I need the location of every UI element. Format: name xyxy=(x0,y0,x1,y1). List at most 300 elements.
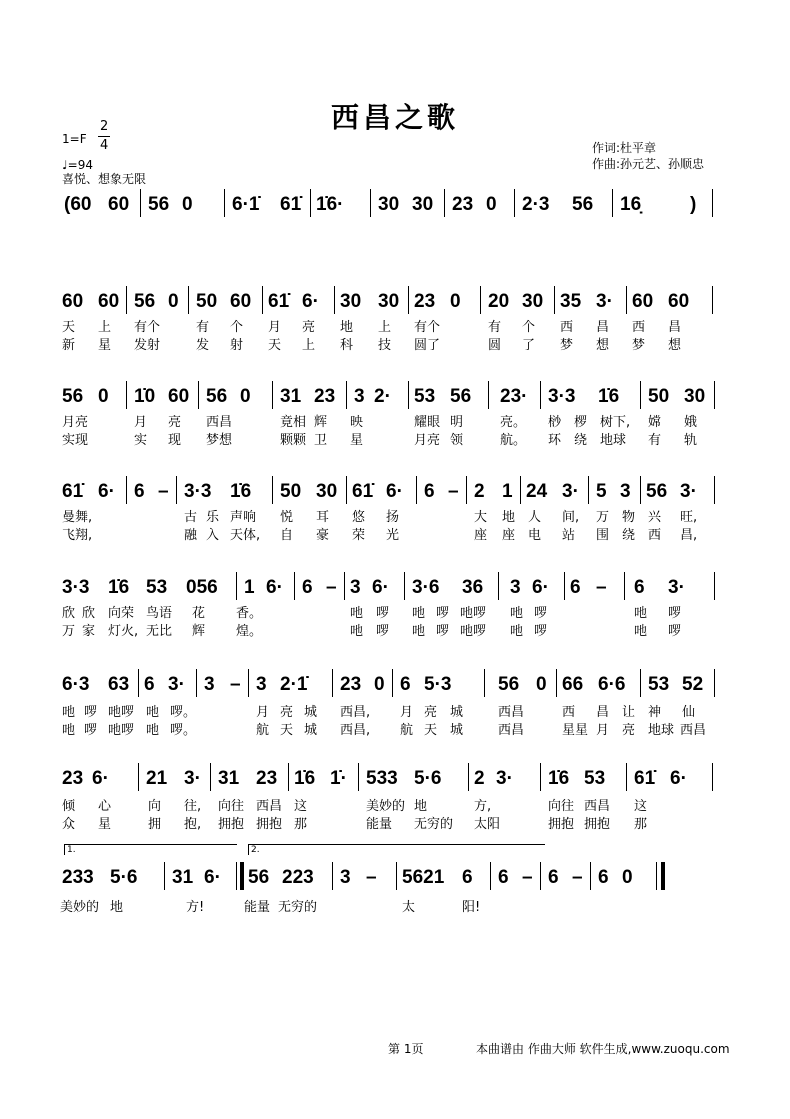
lyric: 地 xyxy=(502,510,516,525)
lyrics-verse-2 xyxy=(0,817,790,835)
lyric: 月 xyxy=(400,705,414,720)
note: 60 xyxy=(98,291,120,312)
composer-credit: 作曲:孙元艺、孙顺忠 xyxy=(592,157,705,171)
lyric: 物 xyxy=(622,510,636,525)
lyric: 吔啰 xyxy=(460,606,487,621)
lyric: 拥抱 xyxy=(584,817,611,832)
note: 60 xyxy=(230,291,252,312)
lyric: 灯火, xyxy=(108,624,139,639)
note: – xyxy=(366,867,377,888)
note: 5·3 xyxy=(424,674,452,695)
barline xyxy=(498,572,499,600)
lyric: 自 xyxy=(280,528,294,543)
lyricist-credit: 作词:杜平章 xyxy=(592,141,657,155)
note: 6·6 xyxy=(598,674,626,695)
lyric: 月亮 xyxy=(62,415,89,430)
lyric: 绕 xyxy=(622,528,636,543)
lyric: 飞翔, xyxy=(62,528,93,543)
note: 50 xyxy=(280,481,302,502)
lyric: 仙 xyxy=(682,705,696,720)
lyric: 城 xyxy=(450,723,464,738)
note: 53 xyxy=(414,386,436,407)
lyric: 想 xyxy=(596,338,610,353)
note: 2·3 xyxy=(522,194,550,215)
lyric: 亮 xyxy=(424,705,438,720)
lyric: 实 xyxy=(134,433,148,448)
note: 31 xyxy=(218,768,240,789)
barline xyxy=(712,189,713,217)
notes-row xyxy=(0,385,790,413)
barline xyxy=(416,476,417,504)
barline xyxy=(392,669,393,697)
barline xyxy=(288,763,289,791)
lyric: 想 xyxy=(668,338,682,353)
barline xyxy=(612,189,613,217)
lyric: 地 xyxy=(340,320,354,335)
note: 56 xyxy=(498,674,520,695)
barline xyxy=(404,572,405,600)
lyric: 吔啰 xyxy=(108,705,135,720)
lyric: 圆 xyxy=(488,338,502,353)
note: 6 xyxy=(498,867,509,888)
lyric: 昌 xyxy=(596,320,610,335)
note: 53 xyxy=(146,577,168,598)
lyric: 吔 xyxy=(412,606,426,621)
lyric: 天 xyxy=(424,723,438,738)
note: 2 xyxy=(474,768,485,789)
note: 23 xyxy=(62,768,84,789)
note: 6 xyxy=(570,577,581,598)
lyric: 倾 xyxy=(62,799,76,814)
barline xyxy=(370,189,371,217)
lyric: 辉 xyxy=(192,624,206,639)
lyric: 月 xyxy=(256,705,270,720)
song-title: 西昌之歌 xyxy=(330,101,459,134)
lyric: 上 xyxy=(378,320,392,335)
barline xyxy=(626,763,627,791)
barline xyxy=(236,572,237,600)
note: 0 xyxy=(374,674,385,695)
lyric: 吔 xyxy=(62,705,76,720)
note: 6 xyxy=(144,674,155,695)
lyric: 个 xyxy=(230,320,244,335)
lyric: 兴 xyxy=(648,510,662,525)
note: – xyxy=(522,867,533,888)
lyric: 了 xyxy=(522,338,536,353)
notes-row xyxy=(0,576,790,604)
lyric: 向荣 xyxy=(108,606,135,621)
note: 61̇ xyxy=(634,768,656,789)
lyric: 荣 xyxy=(352,528,366,543)
barline xyxy=(272,381,273,409)
lyric: 航 xyxy=(400,723,414,738)
barline xyxy=(210,763,211,791)
note: 23 xyxy=(414,291,436,312)
lyric: 吔 xyxy=(146,705,160,720)
note: 61̇ xyxy=(268,291,290,312)
lyric: 无穷的 xyxy=(278,900,318,915)
lyric: 西昌 xyxy=(206,415,233,430)
barline xyxy=(480,286,481,314)
lyric: 西昌, xyxy=(340,705,371,720)
note: 3 xyxy=(510,577,521,598)
note: 56 xyxy=(572,194,594,215)
note: 5621 xyxy=(402,867,445,888)
note: 233 xyxy=(62,867,94,888)
note: 31 xyxy=(280,386,302,407)
note: 21 xyxy=(146,768,168,789)
note: 1̇0 xyxy=(134,386,156,407)
note: 3 xyxy=(204,674,215,695)
note: 0 xyxy=(486,194,497,215)
lyric: 上 xyxy=(302,338,316,353)
note: 30 xyxy=(340,291,362,312)
lyrics-verse-1 xyxy=(0,320,790,338)
barline xyxy=(358,763,359,791)
lyrics-verse-1 xyxy=(0,705,790,723)
lyric: 融 xyxy=(184,528,198,543)
page-number: 第 1页 xyxy=(388,1042,424,1056)
barline xyxy=(126,476,127,504)
note: 66 xyxy=(562,674,584,695)
lyric: 桫 xyxy=(548,415,562,430)
lyric: 拥 xyxy=(148,817,162,832)
lyric: 技 xyxy=(378,338,392,353)
lyric: 亮 xyxy=(622,723,636,738)
note: ) xyxy=(690,194,697,215)
lyric: 神 xyxy=(648,705,662,720)
barline xyxy=(712,286,713,314)
note: 6· xyxy=(98,481,115,502)
note: 0 xyxy=(536,674,547,695)
note: 56 xyxy=(148,194,170,215)
note: 56 xyxy=(248,867,270,888)
barline xyxy=(488,381,489,409)
lyric: 星 xyxy=(98,817,112,832)
lyrics-verse-1 xyxy=(0,606,790,624)
note: 1̇6· xyxy=(316,194,344,215)
barline xyxy=(332,669,333,697)
note: 0 xyxy=(168,291,179,312)
note: 3 xyxy=(256,674,267,695)
lyric: 阳! xyxy=(462,900,481,915)
lyric: 有个 xyxy=(414,320,441,335)
lyric: 曼舞, xyxy=(62,510,93,525)
lyric: 航 xyxy=(256,723,270,738)
note: 53 xyxy=(648,674,670,695)
barline xyxy=(714,669,715,697)
lyric: 月亮 xyxy=(414,433,441,448)
barline xyxy=(248,669,249,697)
note: 3· xyxy=(184,768,201,789)
note: 6· xyxy=(92,768,109,789)
lyric: 拥抱 xyxy=(218,817,245,832)
lyric: 环 xyxy=(548,433,562,448)
note: 35 xyxy=(560,291,582,312)
lyric: 吔 xyxy=(510,606,524,621)
barline xyxy=(164,862,165,890)
lyric: 旺, xyxy=(680,510,698,525)
note: 60 xyxy=(632,291,654,312)
lyric: 能量 xyxy=(366,817,393,832)
notes-row xyxy=(0,767,790,795)
lyric: 西 xyxy=(632,320,646,335)
lyric: 亮 xyxy=(302,320,316,335)
lyric: 嫦 xyxy=(648,415,662,430)
software-credit: 本曲谱由 作曲大师 软件生成,www.zuoqu.com xyxy=(476,1042,730,1056)
barline xyxy=(272,476,273,504)
note: 5 xyxy=(596,481,607,502)
lyric: 上 xyxy=(98,320,112,335)
note: 6·3 xyxy=(62,674,90,695)
lyric: 吔 xyxy=(412,624,426,639)
note: 61̇ xyxy=(62,481,84,502)
lyric: 无穷的 xyxy=(414,817,454,832)
note: 23· xyxy=(500,386,528,407)
note: 0 xyxy=(182,194,193,215)
barline xyxy=(590,862,591,890)
volta-second-ending: 2. xyxy=(248,844,545,855)
lyric: 抱, xyxy=(184,817,202,832)
lyric: 啰 xyxy=(376,624,390,639)
lyric: 啰。 xyxy=(170,705,197,720)
note: 6· xyxy=(302,291,319,312)
note: 56 xyxy=(646,481,668,502)
lyric: 扬 xyxy=(386,510,400,525)
barline xyxy=(346,381,347,409)
lyric: 城 xyxy=(450,705,464,720)
note: 30 xyxy=(522,291,544,312)
note: – xyxy=(596,577,607,598)
lyric: 天 xyxy=(280,723,294,738)
lyric: 拥抱 xyxy=(548,817,575,832)
lyric: 古 xyxy=(184,510,198,525)
note: 23 xyxy=(340,674,362,695)
note: (60 xyxy=(64,194,92,215)
note: 223 xyxy=(282,867,314,888)
note: 0 xyxy=(98,386,109,407)
lyric: 无比 xyxy=(146,624,173,639)
note: 60 xyxy=(108,194,130,215)
lyric: 啰 xyxy=(668,624,682,639)
barline xyxy=(468,763,469,791)
lyric: 梦 xyxy=(632,338,646,353)
lyric: 啰 xyxy=(436,624,450,639)
lyric: 太阳 xyxy=(474,817,501,832)
lyric: 发 xyxy=(196,338,210,353)
key-signature: 1=F xyxy=(62,132,87,146)
note: 30 xyxy=(684,386,706,407)
lyric: 吔 xyxy=(146,723,160,738)
lyric: 方! xyxy=(186,900,205,915)
note: 20 xyxy=(488,291,510,312)
note: 3·6 xyxy=(412,577,440,598)
note: 23 xyxy=(452,194,474,215)
barline xyxy=(466,476,467,504)
note: 31 xyxy=(172,867,194,888)
lyric: 西昌 xyxy=(498,723,525,738)
note: 1̇6 xyxy=(294,768,316,789)
note: 1 xyxy=(244,577,255,598)
barline xyxy=(126,286,127,314)
notes-row xyxy=(0,290,790,318)
lyric: 这 xyxy=(634,799,648,814)
lyric: 啰 xyxy=(534,606,548,621)
lyric: 有个 xyxy=(134,320,161,335)
notes-row xyxy=(0,193,790,221)
note: 1̇· xyxy=(330,768,347,789)
lyric: 有 xyxy=(196,320,210,335)
barline xyxy=(262,286,263,314)
lyric: 光 xyxy=(386,528,400,543)
lyric: 绕 xyxy=(574,433,588,448)
note: 6· xyxy=(372,577,389,598)
lyric: 那 xyxy=(294,817,308,832)
note: 6· xyxy=(532,577,549,598)
lyric: 有 xyxy=(648,433,662,448)
note: 1̇6 xyxy=(230,481,252,502)
lyrics-verse-2 xyxy=(0,433,790,451)
note: 56 xyxy=(134,291,156,312)
lyric: 花 xyxy=(192,606,206,621)
note: 0 xyxy=(450,291,461,312)
barline xyxy=(444,189,445,217)
lyric: 西 xyxy=(648,528,662,543)
barline xyxy=(126,381,127,409)
lyric: 耳 xyxy=(316,510,330,525)
volta-first-ending: 1. xyxy=(64,844,237,855)
note: 3· xyxy=(680,481,697,502)
barline xyxy=(138,669,139,697)
lyric: 西 xyxy=(562,705,576,720)
lyric: 美妙的 xyxy=(60,900,100,915)
lyric: 方, xyxy=(474,799,492,814)
lyrics-verse-1 xyxy=(0,510,790,528)
lyric: 乐 xyxy=(206,510,220,525)
lyric: 卫 xyxy=(314,433,328,448)
lyrics-verse-1 xyxy=(0,799,790,817)
barline xyxy=(540,763,541,791)
barline xyxy=(624,572,625,600)
note: – xyxy=(448,481,459,502)
lyric: 人 xyxy=(528,510,542,525)
note: 1̇6 xyxy=(108,577,130,598)
lyric: 豪 xyxy=(316,528,330,543)
lyric: 地 xyxy=(110,900,124,915)
barline xyxy=(714,572,715,600)
lyric: 天 xyxy=(62,320,76,335)
lyric: 椤 xyxy=(574,415,588,430)
lyric: 梦 xyxy=(560,338,574,353)
notes-row xyxy=(0,480,790,508)
lyrics-verse-1 xyxy=(0,900,790,918)
lyric: 香。 xyxy=(236,606,263,621)
barline xyxy=(520,476,521,504)
lyric: 天 xyxy=(268,338,282,353)
note: 6 xyxy=(634,577,645,598)
note: 0 xyxy=(622,867,633,888)
lyrics-verse-2 xyxy=(0,723,790,741)
lyric: 啰。 xyxy=(170,723,197,738)
barline xyxy=(514,189,515,217)
repeat-end-barline xyxy=(236,862,237,890)
barline xyxy=(556,669,557,697)
note: 30 xyxy=(316,481,338,502)
lyric: 往, xyxy=(184,799,202,814)
lyric: 太 xyxy=(402,900,416,915)
barline xyxy=(540,381,541,409)
lyric: 西 xyxy=(560,320,574,335)
note: 5·6 xyxy=(414,768,442,789)
lyric: 月 xyxy=(596,723,610,738)
lyric: 颗颗 xyxy=(280,433,307,448)
note: 30 xyxy=(378,291,400,312)
note: 6 xyxy=(134,481,145,502)
note: 6· xyxy=(670,768,687,789)
lyric: 吔 xyxy=(634,624,648,639)
time-signature-top: 2 xyxy=(100,119,109,134)
lyric: 航。 xyxy=(500,433,527,448)
lyric: 明 xyxy=(450,415,464,430)
note: 30 xyxy=(412,194,434,215)
lyric: 吔啰 xyxy=(460,624,487,639)
note: 23 xyxy=(256,768,278,789)
note: 3 xyxy=(354,386,365,407)
lyric: 悠 xyxy=(352,510,366,525)
note: 3· xyxy=(562,481,579,502)
lyric: 家 xyxy=(82,624,96,639)
barline xyxy=(334,286,335,314)
barline xyxy=(138,763,139,791)
lyric: 美妙的 xyxy=(366,799,406,814)
barline xyxy=(714,381,715,409)
note: 3· xyxy=(168,674,185,695)
lyric: 围 xyxy=(596,528,610,543)
final-barline xyxy=(656,862,657,890)
note: 6 xyxy=(462,867,473,888)
notes-row xyxy=(0,673,790,701)
lyric: 轨 xyxy=(684,433,698,448)
note: 61̇ xyxy=(352,481,374,502)
lyric: 站 xyxy=(562,528,576,543)
repeat-end-barline-thick xyxy=(240,862,244,890)
note: 6 xyxy=(424,481,435,502)
lyric: 娥 xyxy=(684,415,698,430)
lyric: 吔 xyxy=(350,624,364,639)
barline xyxy=(408,286,409,314)
lyric: 射 xyxy=(230,338,244,353)
barline xyxy=(346,476,347,504)
lyric: 天体, xyxy=(230,528,261,543)
barline xyxy=(408,381,409,409)
lyric: 向 xyxy=(148,799,162,814)
note: 3 xyxy=(340,867,351,888)
lyric: 地球 xyxy=(600,433,627,448)
lyric: 向往 xyxy=(218,799,245,814)
lyric: 西昌 xyxy=(680,723,707,738)
lyric: 亮。 xyxy=(500,415,527,430)
lyric: 昌 xyxy=(668,320,682,335)
note: 24 xyxy=(526,481,548,502)
note: 6 xyxy=(400,674,411,695)
barline xyxy=(640,669,641,697)
lyric: 个 xyxy=(522,320,536,335)
lyric: 星 xyxy=(350,433,364,448)
lyric: 啰 xyxy=(534,624,548,639)
note: 2·1̇ xyxy=(280,674,308,695)
barline xyxy=(626,286,627,314)
note: – xyxy=(326,577,337,598)
